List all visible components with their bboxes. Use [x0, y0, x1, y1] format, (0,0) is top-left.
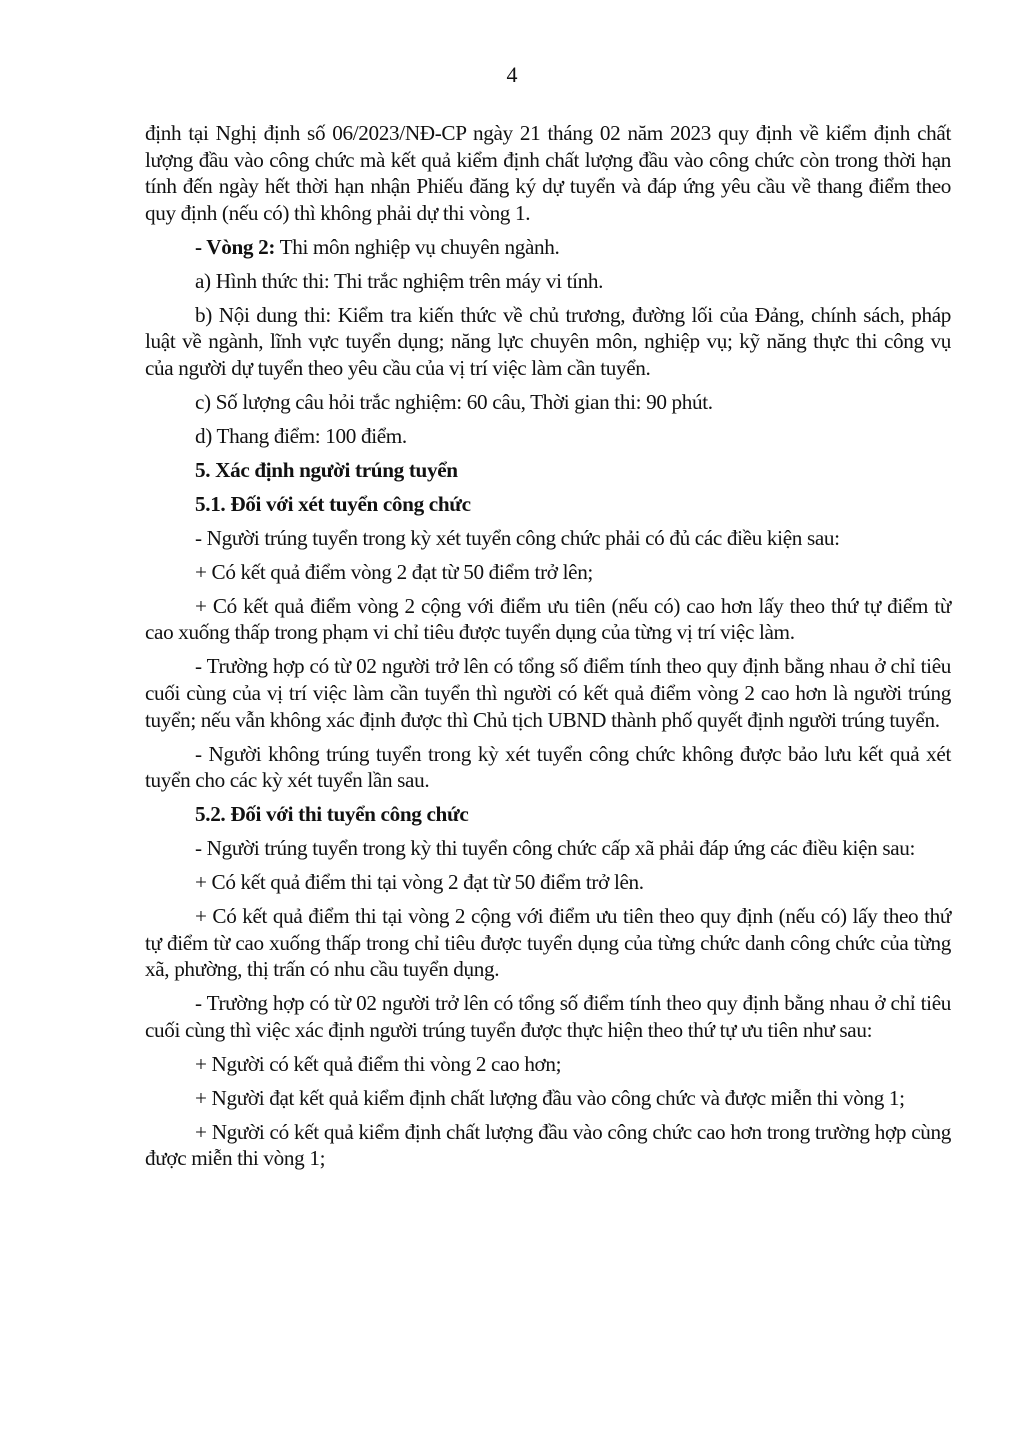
paragraph-score-scale: d) Thang điểm: 100 điểm.: [195, 423, 407, 448]
paragraph-question-count: c) Số lượng câu hỏi trắc nghiệm: 60 câu, Thời gian thi: 90 phút.: [195, 389, 713, 414]
paragraph-continuation: định tại Nghị định số 06/2023/NĐ-CP ngày 21 tháng 02 năm 2023 quy định về kiểm định chất lượng đầu vào công chức mà kết quả kiểm định chất lượng đầu vào công chức còn trong thời hạn tính đến ngày hết thời hạn nhận Phiếu đăng ký dự tuyển và đáp ứng yêu cầu về thang điểm theo quy định (nếu có) thì không phải dự thi vòng 1.: [145, 121, 951, 225]
paragraph-thi-score: + Có kết quả điểm thi tại vòng 2 đạt từ 50 điểm trở lên.: [195, 870, 644, 895]
round-2-label: - Vòng 2:: [195, 234, 276, 259]
heading-section-5-2: 5.2. Đối với thi tuyển công chức: [195, 802, 469, 827]
paragraph-tie-case: - Trường hợp có từ 02 người trở lên có tổng số điểm tính theo quy định bằng nhau ở chỉ tiêu cuối cùng của vị trí việc làm cần tuyển thì người có kết quả điểm vòng 2 cao hơn là người trúng tuyển; nếu vẫn không xác định được thì Chủ tịch UBND thành phố quyết định người trúng tuyển.: [145, 654, 951, 732]
heading-section-5-1: 5.1. Đối với xét tuyển công chức: [195, 491, 471, 516]
paragraph-priority-1: + Người có kết quả điểm thi vòng 2 cao hơn;: [195, 1051, 562, 1076]
paragraph-round-2: [145, 234, 951, 261]
heading-section-5: 5. Xác định người trúng tuyển: [195, 457, 458, 482]
paragraph-thi-tuyen-conditions: - Người trúng tuyển trong kỳ thi tuyển công chức cấp xã phải đáp ứng các điều kiện sau:: [195, 836, 916, 861]
paragraph-condition-score: + Có kết quả điểm vòng 2 đạt từ 50 điểm trở lên;: [195, 559, 593, 584]
paragraph-exam-content: b) Nội dung thi: Kiểm tra kiến thức về chủ trương, đường lối của Đảng, chính sách, pháp luật về ngành, lĩnh vực tuyển dụng; năng lực chuyên môn, nghiệp vụ; kỹ năng thực thi công vụ của người dự tuyển theo yêu cầu của vị trí việc làm cần tuyển.: [145, 302, 951, 380]
paragraph-condition-priority: + Có kết quả điểm vòng 2 cộng với điểm ưu tiên (nếu có) cao hơn lấy theo thứ tự điểm từ cao xuống thấp trong phạm vi chỉ tiêu được tuyển dụng của từng vị trí việc làm.: [145, 593, 951, 645]
paragraph-exam-format: a) Hình thức thi: Thi trắc nghiệm trên máy vi tính.: [195, 268, 604, 293]
document-body: [145, 120, 951, 1179]
paragraph-thi-priority: + Có kết quả điểm thi tại vòng 2 cộng với điểm ưu tiên theo quy định (nếu có) lấy theo thứ tự điểm từ cao xuống thấp trong chỉ tiêu được tuyển dụng của từng chức danh công chức của từng xã, phường, thị trấn có nhu cầu tuyển dụng.: [145, 904, 951, 982]
paragraph-xet-tuyen-conditions: - Người trúng tuyển trong kỳ xét tuyển công chức phải có đủ các điều kiện sau:: [195, 525, 840, 550]
paragraph-priority-2: + Người đạt kết quả kiểm định chất lượng đầu vào công chức và được miễn thi vòng 1;: [195, 1085, 905, 1110]
paragraph-priority-3: + Người có kết quả kiểm định chất lượng đầu vào công chức cao hơn trong trường hợp cùng được miễn thi vòng 1;: [145, 1119, 951, 1171]
page-number: 4: [506, 62, 518, 87]
paragraph-no-reserve: - Người không trúng tuyển trong kỳ xét tuyển công chức không được bảo lưu kết quả xét tuyển cho các kỳ xét tuyển lần sau.: [145, 741, 951, 793]
round-2-text: Thi môn nghiệp vụ chuyên ngành.: [275, 234, 560, 259]
paragraph-thi-tie-case: - Trường hợp có từ 02 người trở lên có tổng số điểm tính theo quy định bằng nhau ở chỉ tiêu cuối cùng thì việc xác định người trúng tuyển được thực hiện theo thứ tự ưu tiên như sau:: [145, 991, 951, 1042]
